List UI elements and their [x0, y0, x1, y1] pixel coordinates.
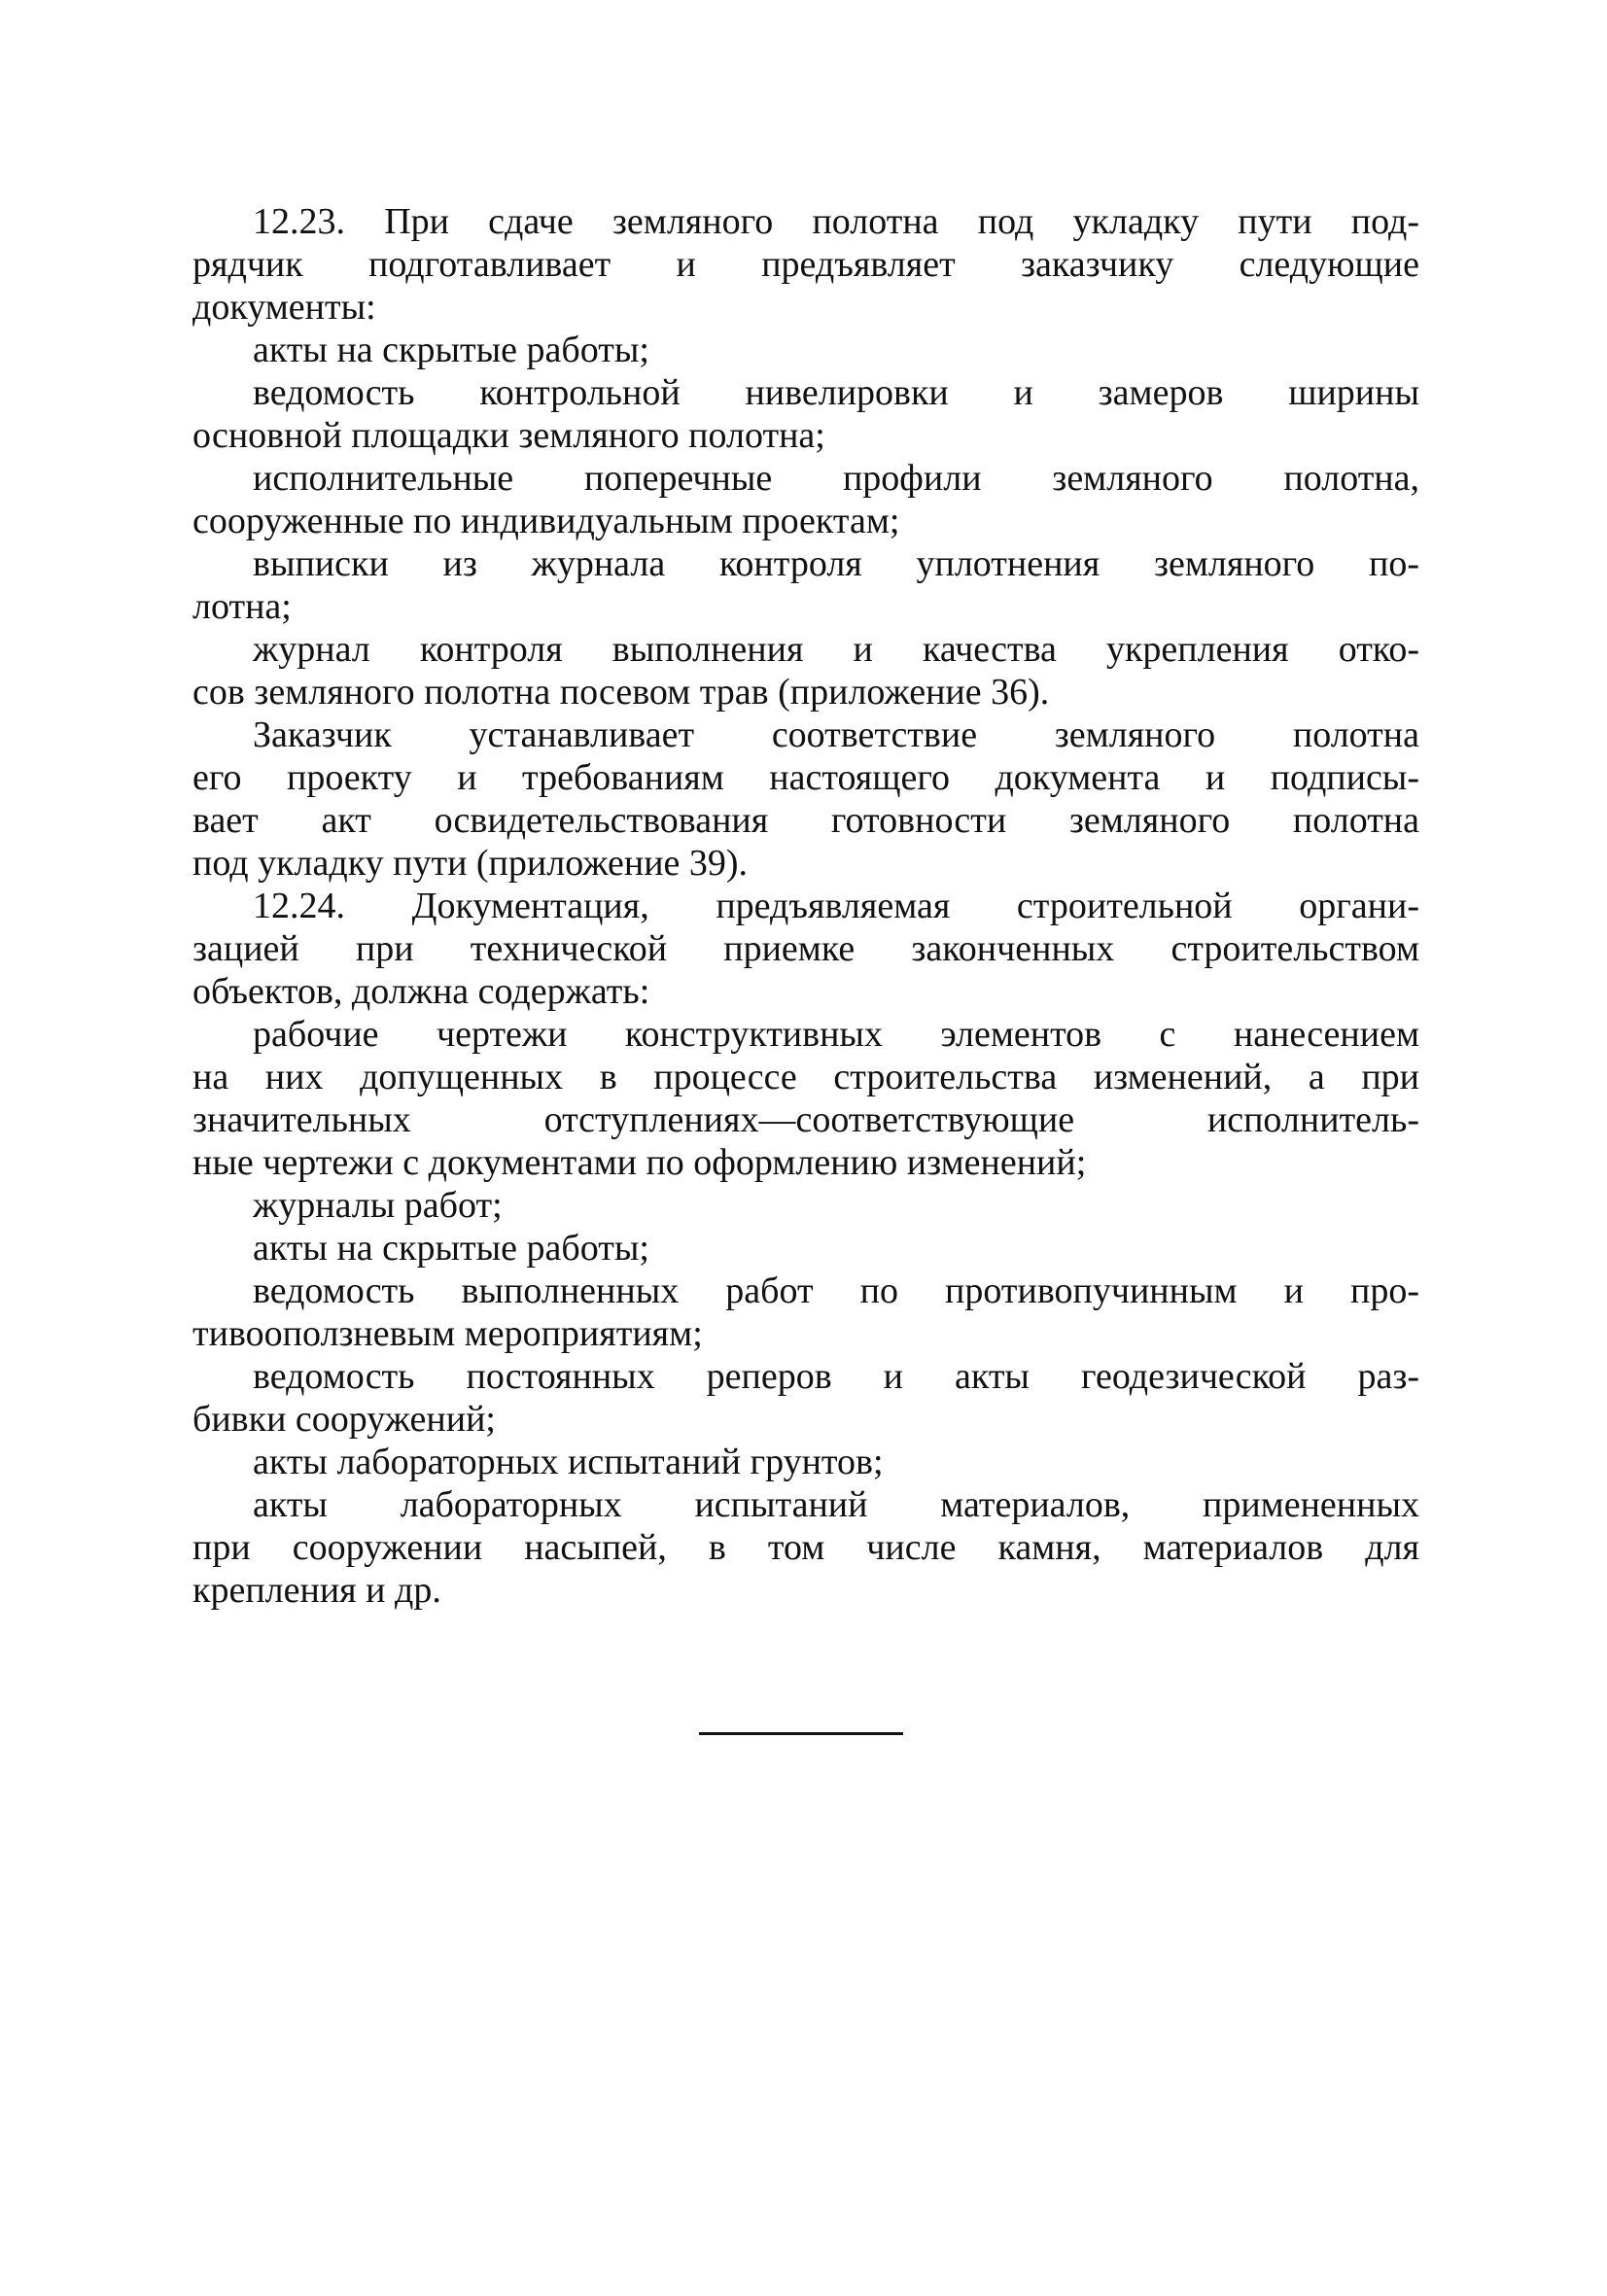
text-line: зацией при технической приемке законченных строительством: [192, 928, 1419, 969]
text-line: тивооползневым мероприятиям;: [192, 1313, 703, 1354]
text-line: журнал контроля выполнения и качества укрепления отко-: [253, 629, 1419, 670]
text-line: ные чертежи с документами по оформлению изменений;: [192, 1142, 1087, 1183]
end-divider: [699, 1732, 903, 1735]
text-line: акты лабораторных испытаний материалов, примененных: [253, 1484, 1419, 1525]
text-line: акты лабораторных испытаний грунтов;: [253, 1442, 884, 1482]
text-line: Заказчик устанавливает соответствие земляного полотна: [253, 714, 1419, 755]
text-line: основной площадки земляного полотна;: [192, 415, 825, 456]
text-line: акты на скрытые работы;: [253, 1228, 649, 1269]
document-page: [192, 200, 1419, 1612]
text-line: журналы работ;: [253, 1185, 503, 1226]
text-line: на них допущенных в процессе строительства изменений, а при: [192, 1057, 1419, 1097]
text-line: объектов, должна содержать:: [192, 971, 650, 1012]
text-line: под укладку пути (приложение 39).: [192, 843, 749, 884]
text-line: сооруженные по индивидуальным проектам;: [192, 501, 900, 541]
text-line: рядчик подготавливает и предъявляет заказчику следующие: [192, 244, 1419, 285]
document-body: [192, 200, 1419, 1612]
text-line: крепления и др.: [192, 1570, 441, 1611]
text-line: ведомость выполненных работ по противопучинным и про-: [253, 1270, 1419, 1311]
text-line: рабочие чертежи конструктивных элементов с нанесением: [253, 1014, 1419, 1055]
text-line: выписки из журнала контроля уплотнения земляного по-: [253, 543, 1419, 584]
text-line: его проекту и требованиям настоящего документа и подписы-: [192, 757, 1419, 798]
text-line: документы:: [192, 287, 376, 328]
text-line: 12.23. При сдаче земляного полотна под укладку пути под-: [253, 201, 1419, 242]
text-line: 12.24. Документация, предъявляемая строительной органи-: [253, 886, 1419, 926]
text-line: бивки сооружений;: [192, 1399, 496, 1440]
text-line: лотна;: [192, 586, 292, 627]
text-line: вает акт освидетельствования готовности земляного полотна: [192, 800, 1419, 841]
text-line: значительных отступлениях—соответствующие исполнитель-: [192, 1099, 1419, 1140]
text-line: при сооружении насыпей, в том числе камня, материалов для: [192, 1527, 1419, 1568]
text-line: ведомость контрольной нивелировки и замеров ширины: [253, 372, 1419, 413]
text-line: сов земляного полотна посевом трав (приложение 36).: [192, 672, 1050, 713]
text-line: исполнительные поперечные профили земляного полотна,: [253, 458, 1419, 499]
text-line: акты на скрытые работы;: [253, 330, 649, 370]
text-line: ведомость постоянных реперов и акты геодезической раз-: [253, 1356, 1419, 1397]
